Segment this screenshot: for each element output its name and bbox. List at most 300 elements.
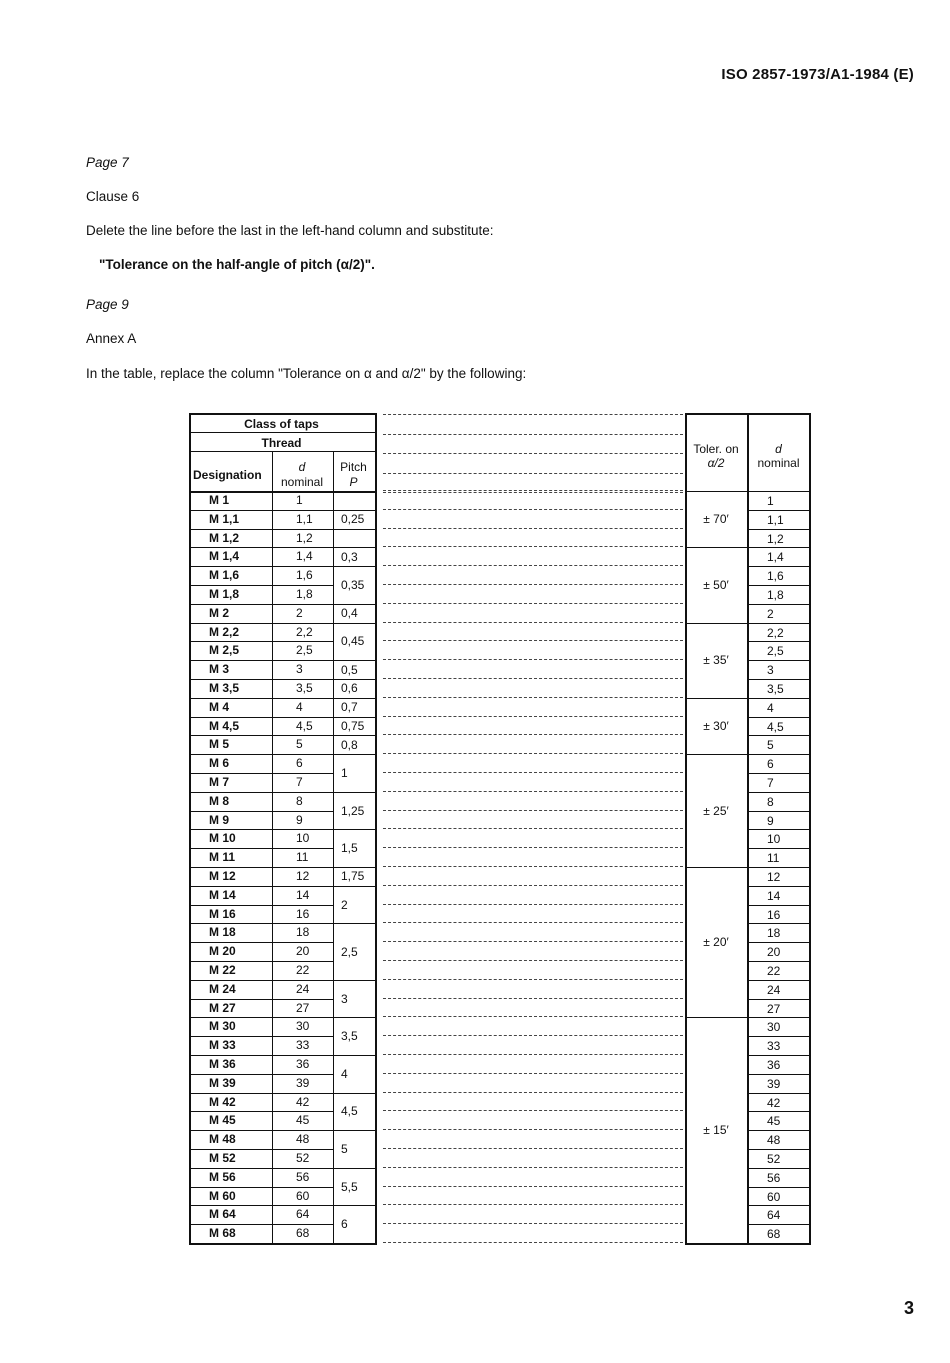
pitch-cell: 2 (341, 897, 348, 912)
tolerance-cell: ± 30′ (703, 719, 729, 733)
d-right-nominal-cell: 4 (767, 700, 774, 715)
dashed-guide-line (383, 697, 683, 698)
row-line (189, 735, 333, 736)
row-line (189, 1187, 333, 1188)
tolerance-group-line (685, 1017, 747, 1018)
tolerance-cell: ± 20′ (703, 935, 729, 950)
d-right-nominal-cell: 36 (767, 1058, 781, 1072)
d-right-nominal-cell: 52 (767, 1152, 781, 1166)
row-line-right (747, 829, 809, 830)
designation-cell: M 22 (209, 963, 236, 977)
row-line-right (747, 1036, 809, 1037)
designation-cell: M 4,5 (209, 718, 240, 733)
table-border-right (809, 413, 811, 1245)
pitch-group-line (333, 717, 375, 718)
d-nominal-cell: 64 (296, 1207, 310, 1222)
d-right-nominal-cell: 2,5 (767, 644, 784, 659)
header-designation: Designation (193, 468, 262, 482)
d-nominal-cell: 56 (296, 1169, 310, 1184)
row-line (189, 999, 333, 1000)
designation-cell: M 18 (209, 925, 236, 940)
dashed-guide-line (383, 1092, 683, 1093)
dashed-guide-line (383, 922, 683, 923)
table-border-class-right (375, 413, 377, 1245)
row-line-right (747, 773, 809, 774)
row-line-right (747, 980, 809, 981)
designation-cell: M 16 (209, 906, 236, 921)
d-right-nominal-cell: 45 (767, 1114, 781, 1129)
row-line (189, 905, 333, 906)
row-line-right (747, 604, 809, 605)
row-line (189, 792, 333, 793)
designation-cell: M 68 (209, 1226, 236, 1241)
pitch-cell: 1,25 (341, 803, 365, 818)
row-line-right (747, 923, 809, 924)
pitch-group-line (333, 547, 375, 548)
designation-cell: M 2,2 (209, 624, 240, 639)
d-right-nominal-cell: 12 (767, 870, 781, 884)
d-nominal-cell: 10 (296, 831, 310, 846)
dashed-guide-line (383, 414, 683, 415)
row-line (189, 717, 333, 718)
pitch-cell: 0,3 (341, 549, 358, 564)
row-line-right (747, 961, 809, 962)
pitch-cell: 4 (341, 1066, 348, 1081)
designation-cell: M 2,5 (209, 643, 240, 658)
d-right-nominal-cell: 14 (767, 888, 781, 903)
annex-instruction: In the table, replace the column "Tolerance on α and α/2" by the following: (86, 366, 527, 381)
pitch-group-line (333, 623, 375, 624)
table-bottom-border (189, 1243, 377, 1245)
pitch-cell: 0,25 (341, 512, 365, 527)
d-nominal-cell: 8 (296, 793, 303, 808)
pitch-cell: 4,5 (341, 1104, 358, 1119)
pitch-group-line (333, 529, 375, 530)
header-line-thread (189, 451, 375, 452)
pitch-group-line (333, 1205, 375, 1206)
row-line (189, 1149, 333, 1150)
row-line (189, 1093, 333, 1094)
dashed-guide-line (383, 1223, 683, 1224)
row-line-right (747, 1111, 809, 1112)
d-nominal-cell: 2,5 (296, 643, 313, 658)
pitch-group-line (333, 604, 375, 605)
row-line (189, 754, 333, 755)
d-nominal-cell: 1,6 (296, 568, 313, 583)
tolerance-cell: ± 70′ (703, 512, 729, 527)
d-nominal-cell: 24 (296, 981, 310, 996)
d-nominal-cell: 4,5 (296, 718, 313, 733)
row-line (189, 1036, 333, 1037)
dashed-guide-line (383, 979, 683, 980)
row-line (189, 679, 333, 680)
tolerance-group-line (685, 547, 747, 548)
dashed-guide-line (383, 772, 683, 773)
d-nominal-cell: 18 (296, 925, 310, 940)
row-line (189, 886, 333, 887)
row-line (189, 942, 333, 943)
d-right-nominal-cell: 30 (767, 1020, 781, 1035)
d-right-nominal-cell: 48 (767, 1133, 781, 1148)
row-line (189, 1074, 333, 1075)
dashed-guide-line (383, 1242, 683, 1243)
row-line (189, 848, 333, 849)
row-line (189, 641, 333, 642)
pitch-cell: 0,35 (341, 578, 365, 592)
row-line (189, 1017, 333, 1018)
clause6-label: Clause 6 (86, 189, 140, 204)
d-nominal-cell: 42 (296, 1094, 310, 1109)
d-right-nominal-cell: 1,8 (767, 588, 784, 602)
table-top-border (189, 413, 377, 415)
d-right-nominal-cell: 16 (767, 907, 781, 922)
header-d-symbol: d (298, 460, 306, 474)
dashed-guide-line (383, 1129, 683, 1130)
designation-cell: M 39 (209, 1075, 236, 1090)
d-nominal-cell: 1,1 (296, 511, 313, 526)
row-line-right (747, 942, 809, 943)
designation-cell: M 64 (209, 1207, 236, 1222)
tolerance-cell: ± 35′ (703, 653, 729, 668)
designation-cell: M 14 (209, 887, 236, 902)
d-nominal-cell: 5 (296, 737, 303, 752)
tolerance-cell: ± 50′ (703, 578, 729, 592)
d-right-nominal-cell: 1 (767, 494, 774, 508)
d-nominal-cell: 52 (296, 1151, 310, 1165)
row-line (189, 923, 333, 924)
dashed-guide-line (383, 1054, 683, 1055)
designation-cell: M 12 (209, 869, 236, 883)
d-right-nominal-cell: 1,1 (767, 512, 784, 527)
row-line (189, 604, 333, 605)
row-line (189, 510, 333, 511)
row-line-right (747, 848, 809, 849)
d-right-nominal-cell: 20 (767, 945, 781, 960)
row-line-right (747, 660, 809, 661)
row-line-right (747, 886, 809, 887)
column-divider-d (272, 451, 273, 1243)
pitch-group-line (333, 1130, 375, 1131)
dashed-guide-line (383, 828, 683, 829)
page7-label: Page 7 (86, 155, 129, 170)
d-nominal-cell: 20 (296, 944, 310, 959)
d-nominal-cell: 45 (296, 1113, 310, 1128)
designation-cell: M 2 (209, 605, 230, 620)
row-line-right (747, 867, 809, 868)
header-thread: Thread (261, 436, 302, 450)
d-nominal-cell: 6 (296, 756, 303, 771)
dashed-guide-line (383, 565, 683, 566)
row-line-right (747, 641, 809, 642)
pitch-group-line (333, 886, 375, 887)
dashed-guide-line (383, 678, 683, 679)
designation-cell: M 7 (209, 775, 230, 789)
d-nominal-cell: 2 (296, 605, 303, 620)
d-right-nominal-cell: 2 (767, 606, 774, 621)
tolerance-group-line (685, 867, 747, 868)
row-line-right (747, 698, 809, 699)
d-nominal-cell: 33 (296, 1038, 310, 1053)
d-nominal-cell: 27 (296, 1000, 310, 1015)
table-bottom-border-right (685, 1243, 811, 1245)
pitch-group-line (333, 679, 375, 680)
designation-cell: M 3 (209, 662, 230, 677)
d-right-nominal-cell: 39 (767, 1076, 781, 1091)
pitch-group-line (333, 867, 375, 868)
pitch-cell: 6 (341, 1217, 348, 1232)
row-line (189, 829, 333, 830)
row-line-right (747, 905, 809, 906)
designation-cell: M 3,5 (209, 681, 240, 695)
row-line (189, 1130, 333, 1131)
designation-cell: M 52 (209, 1151, 236, 1165)
d-nominal-cell: 39 (296, 1075, 310, 1090)
d-right-nominal-cell: 68 (767, 1227, 781, 1242)
designation-cell: M 24 (209, 981, 236, 996)
pitch-group-line (333, 980, 375, 981)
document-reference: ISO 2857-1973/A1-1984 (E) (721, 66, 914, 83)
designation-cell: M 10 (209, 831, 236, 846)
dashed-guide-line (383, 492, 683, 493)
header-bottom-line-right (685, 491, 809, 492)
row-line (189, 529, 333, 530)
d-nominal-cell: 11 (296, 850, 309, 865)
row-line-right (747, 529, 809, 530)
dashed-guide-line (383, 716, 683, 717)
designation-cell: M 1 (209, 493, 230, 507)
table-top-border-right (685, 413, 811, 415)
d-right-nominal-cell: 24 (767, 982, 781, 997)
designation-cell: M 6 (209, 756, 230, 771)
d-nominal-cell: 4 (296, 699, 303, 714)
page-number: 3 (903, 1298, 914, 1318)
dashed-guide-line (383, 546, 683, 547)
pitch-cell: 0,6 (341, 681, 358, 696)
d-right-nominal-cell: 18 (767, 926, 781, 941)
pitch-group-line (333, 735, 375, 736)
tolerance-group-line (685, 698, 747, 699)
header-alpha-half: α/2 (707, 456, 725, 470)
designation-cell: M 1,8 (209, 587, 240, 601)
d-right-nominal-cell: 3,5 (767, 682, 784, 696)
row-line-right (747, 1224, 809, 1225)
d-nominal-cell: 9 (296, 812, 303, 827)
row-line-right (747, 510, 809, 511)
dashed-guide-line (383, 866, 683, 867)
tolerance-cell: ± 15′ (703, 1123, 729, 1138)
row-line-right (747, 1149, 809, 1150)
header-d-right-nominal: nominal (757, 456, 800, 470)
table-border-toler-left (685, 413, 687, 1245)
tolerance-group-line (685, 754, 747, 755)
table-border-left (189, 413, 191, 1243)
d-right-nominal-cell: 5 (767, 738, 774, 753)
row-line-right (747, 754, 809, 755)
pitch-group-line (333, 1168, 375, 1169)
d-right-nominal-cell: 60 (767, 1189, 781, 1204)
pitch-cell: 1,5 (341, 841, 358, 856)
row-line (189, 623, 333, 624)
pitch-cell: 5 (341, 1142, 348, 1156)
header-toler-on: Toler. on (693, 442, 739, 456)
d-right-nominal-cell: 56 (767, 1170, 781, 1185)
designation-cell: M 5 (209, 737, 230, 752)
designation-cell: M 30 (209, 1019, 236, 1034)
d-nominal-cell: 16 (296, 906, 310, 921)
row-line-right (747, 1205, 809, 1206)
row-line (189, 585, 333, 586)
row-line-right (747, 811, 809, 812)
pitch-cell: 1,75 (341, 869, 365, 884)
dashed-guide-line (383, 1186, 683, 1187)
dashed-guide-line (383, 1073, 683, 1074)
pitch-group-line (333, 698, 375, 699)
row-line (189, 566, 333, 567)
row-line (189, 660, 333, 661)
header-pitch-symbol: P (349, 475, 358, 489)
d-right-nominal-cell: 10 (767, 832, 781, 847)
pitch-group-line (333, 792, 375, 793)
d-nominal-cell: 1 (296, 493, 303, 507)
pitch-cell: 5,5 (341, 1179, 358, 1194)
row-line-right (747, 679, 809, 680)
header-d-right-symbol: d (775, 442, 782, 456)
designation-cell: M 1,2 (209, 530, 240, 545)
row-line (189, 867, 333, 868)
dashed-guide-line (383, 791, 683, 792)
dashed-guide-line (383, 734, 683, 735)
d-right-nominal-cell: 1,6 (767, 569, 784, 584)
pitch-group-line (333, 829, 375, 830)
designation-cell: M 27 (209, 1000, 236, 1015)
row-line-right (747, 623, 809, 624)
d-right-nominal-cell: 8 (767, 794, 774, 809)
page9-label: Page 9 (86, 297, 129, 312)
designation-cell: M 11 (209, 850, 236, 865)
designation-cell: M 8 (209, 793, 230, 808)
row-line (189, 547, 333, 548)
row-line (189, 1111, 333, 1112)
designation-cell: M 33 (209, 1038, 236, 1053)
pitch-cell: 3 (341, 991, 348, 1006)
dashed-guide-line (383, 941, 683, 942)
pitch-cell: 0,5 (341, 662, 358, 677)
pitch-group-line (333, 1017, 375, 1018)
row-line-right (747, 792, 809, 793)
dashed-guide-line (383, 1016, 683, 1017)
pitch-group-line (333, 754, 375, 755)
dashed-guide-line (383, 960, 683, 961)
d-right-nominal-cell: 64 (767, 1208, 781, 1223)
dashed-guide-line (383, 753, 683, 754)
d-nominal-cell: 1,8 (296, 587, 313, 601)
designation-cell: M 20 (209, 944, 236, 959)
designation-cell: M 42 (209, 1094, 236, 1109)
dashed-guide-line (383, 490, 683, 491)
dashed-guide-line (383, 885, 683, 886)
pitch-group-line (333, 660, 375, 661)
dashed-guide-line (383, 1110, 683, 1111)
d-right-nominal-cell: 33 (767, 1039, 781, 1054)
dashed-guide-line (383, 622, 683, 623)
row-line (189, 698, 333, 699)
d-nominal-cell: 30 (296, 1019, 310, 1034)
row-line-right (747, 1187, 809, 1188)
row-line (189, 811, 333, 812)
dashed-guide-line (383, 1035, 683, 1036)
annex-a-label: Annex A (86, 331, 137, 346)
dashed-guide-line (383, 453, 683, 454)
header-line-class (189, 432, 375, 433)
d-nominal-cell: 1,4 (296, 549, 313, 564)
d-right-nominal-cell: 42 (767, 1095, 781, 1110)
pitch-group-line (333, 510, 375, 511)
d-right-nominal-cell: 22 (767, 964, 781, 978)
pitch-cell: 1 (341, 766, 348, 780)
pitch-cell: 0,45 (341, 634, 365, 649)
header-pitch: Pitch (340, 460, 367, 474)
dashed-guide-line (383, 640, 683, 641)
designation-cell: M 56 (209, 1169, 236, 1184)
designation-cell: M 1,6 (209, 568, 240, 583)
d-right-nominal-cell: 2,2 (767, 625, 784, 640)
d-nominal-cell: 60 (296, 1188, 310, 1203)
row-line-right (747, 735, 809, 736)
dashed-guide-line (383, 659, 683, 660)
dashed-guide-line (383, 1167, 683, 1168)
d-right-nominal-cell: 27 (767, 1001, 781, 1016)
pitch-group-line (333, 1093, 375, 1094)
row-line-right (747, 547, 809, 548)
row-line-right (747, 1055, 809, 1056)
row-line-right (747, 717, 809, 718)
clause6-replacement-text: "Tolerance on the half-angle of pitch (α/2)". (99, 257, 375, 272)
header-d-nominal: nominal (280, 475, 324, 489)
row-line-right (747, 1130, 809, 1131)
d-right-nominal-cell: 4,5 (767, 719, 784, 734)
column-divider-pitch (333, 451, 334, 1243)
dashed-guide-line (383, 528, 683, 529)
designation-cell: M 1,1 (209, 511, 240, 526)
d-nominal-cell: 68 (296, 1226, 310, 1241)
row-line (189, 1205, 333, 1206)
d-right-nominal-cell: 7 (767, 776, 774, 790)
designation-cell: M 48 (209, 1132, 236, 1147)
designation-cell: M 9 (209, 812, 230, 827)
designation-cell: M 36 (209, 1057, 236, 1071)
d-nominal-cell: 3 (296, 662, 303, 677)
header-class-of-taps: Class of taps (244, 417, 319, 431)
designation-cell: M 60 (209, 1188, 236, 1203)
row-line-right (747, 1168, 809, 1169)
dashed-guide-line (383, 998, 683, 999)
pitch-cell: 3,5 (341, 1029, 358, 1044)
d-nominal-cell: 48 (296, 1132, 310, 1147)
pitch-cell: 0,8 (341, 737, 358, 752)
tolerance-group-line (685, 623, 747, 624)
row-line (189, 961, 333, 962)
pitch-group-line (333, 1055, 375, 1056)
dashed-guide-line (383, 584, 683, 585)
d-right-nominal-cell: 1,4 (767, 550, 784, 565)
d-nominal-cell: 7 (296, 775, 303, 789)
d-right-nominal-cell: 1,2 (767, 531, 784, 546)
row-line-right (747, 1074, 809, 1075)
designation-cell: M 4 (209, 699, 230, 714)
pitch-cell: 0,4 (341, 606, 358, 621)
row-line (189, 1168, 333, 1169)
d-nominal-cell: 1,2 (296, 530, 313, 545)
